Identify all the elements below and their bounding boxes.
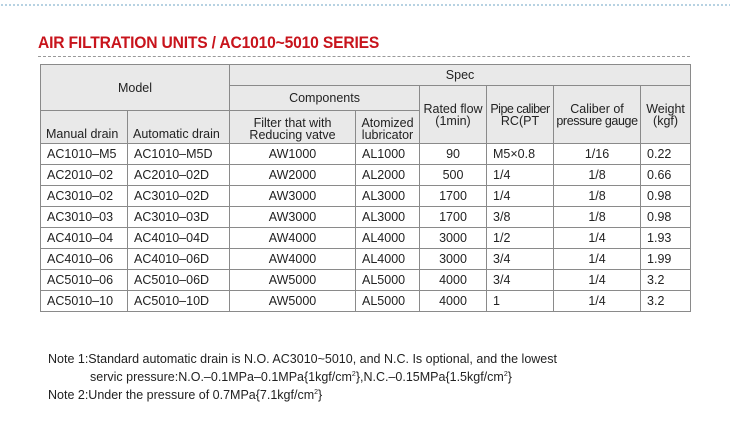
cell-lubricator: AL4000 [356,228,420,249]
cell-lubricator: AL3000 [356,186,420,207]
cell-pipe-caliber: 3/4 [487,270,554,291]
cell-lubricator: AL3000 [356,207,420,228]
header-weight [641,86,691,144]
cell-rated-flow: 90 [420,144,487,165]
cell-weight: 3.2 [641,291,691,312]
header-gauge-caliber [554,86,641,144]
cell-rated-flow: 1700 [420,186,487,207]
cell-filter: AW3000 [230,186,356,207]
cell-lubricator: AL1000 [356,144,420,165]
header-weight-line1: Weight [646,101,685,116]
cell-weight: 0.22 [641,144,691,165]
superscript: 2 [351,371,356,378]
cell-rated-flow: 3000 [420,228,487,249]
cell-manual-drain: AC2010–02 [41,165,128,186]
cell-lubricator: AL5000 [356,291,420,312]
table-row [41,270,691,291]
cell-filter: AW3000 [230,207,356,228]
cell-manual-drain: AC3010–02 [41,186,128,207]
cell-automatic-drain: AC1010–M5D [128,144,230,165]
header-gauge-line2: pressure gauge [556,113,638,128]
header-manual-drain: Manual drain [41,111,128,144]
cell-pipe-caliber: 1/4 [487,165,554,186]
note-2 [48,386,557,404]
header-filter-line2: Reducing vatve [249,128,336,142]
header-model: Model [41,65,230,111]
table-row [41,186,691,207]
cell-manual-drain: AC4010–04 [41,228,128,249]
cell-pipe-caliber: 1/2 [487,228,554,249]
cell-weight: 0.98 [641,207,691,228]
table-row [41,228,691,249]
cell-filter: AW5000 [230,291,356,312]
cell-pipe-caliber: 3/8 [487,207,554,228]
cell-weight: 0.66 [641,165,691,186]
cell-automatic-drain: AC2010–02D [128,165,230,186]
superscript: 2 [314,389,319,396]
cell-filter: AW5000 [230,270,356,291]
note-2-part-a: Note 2:Under the pressure of 0.7MPa{7.1kgf/cm [48,388,315,402]
header-pipe-line1: Pipe caliber [490,101,550,116]
cell-lubricator: AL5000 [356,270,420,291]
header-rated-flow-line2: (1min) [435,113,471,128]
table-row [41,207,691,228]
header-components: Components [230,86,420,111]
cell-rated-flow: 4000 [420,291,487,312]
table-row [41,165,691,186]
cell-automatic-drain: AC4010–06D [128,249,230,270]
cell-pipe-caliber: 3/4 [487,249,554,270]
cell-lubricator: AL2000 [356,165,420,186]
cell-lubricator: AL4000 [356,249,420,270]
note-2-part-b: } [318,388,323,402]
cell-pipe-caliber: 1/4 [487,186,554,207]
spec-table [40,64,691,312]
cell-manual-drain: AC3010–03 [41,207,128,228]
cell-rated-flow: 3000 [420,249,487,270]
cell-weight: 3.2 [641,270,691,291]
table-row [41,291,691,312]
header-spec: Spec [230,65,691,86]
superscript: 2 [503,371,508,378]
cell-filter: AW4000 [230,249,356,270]
cell-filter: AW2000 [230,165,356,186]
header-pipe-line2: RC(PT [500,113,540,128]
cell-automatic-drain: AC3010–02D [128,186,230,207]
dotted-border [0,4,730,6]
note-1: Note 1:Standard automatic drain is N.O. AC3010~5010, and N.C. Is optional, and the lowest [48,352,557,366]
table-row [41,249,691,270]
cell-automatic-drain: AC3010–03D [128,207,230,228]
header-filter [230,111,356,144]
header-gauge-line1: Caliber of [570,101,624,116]
cell-rated-flow: 1700 [420,207,487,228]
cell-gauge-caliber: 1/8 [554,186,641,207]
cell-filter: AW4000 [230,228,356,249]
header-lubricator [356,111,420,144]
cell-manual-drain: AC5010–06 [41,270,128,291]
note-1-part-c: } [507,370,512,384]
cell-manual-drain: AC1010–M5 [41,144,128,165]
header-rated-flow-line1: Rated flow [423,101,483,116]
cell-gauge-caliber: 1/4 [554,270,641,291]
title-divider [38,56,690,57]
cell-gauge-caliber: 1/4 [554,291,641,312]
note-1-part-b: },N.C.–0.15MPa{1.5kgf/cm [355,370,504,384]
header-weight-line2: (kgf) [653,113,679,128]
cell-rated-flow: 4000 [420,270,487,291]
header-filter-line1: Filter that with [253,116,332,130]
cell-rated-flow: 500 [420,165,487,186]
cell-filter: AW1000 [230,144,356,165]
cell-automatic-drain: AC5010–06D [128,270,230,291]
table-row [41,144,691,165]
table-body [41,144,691,312]
cell-automatic-drain: AC4010–04D [128,228,230,249]
header-lubricator-line1: Atomized [361,116,414,130]
note-1-part-a: servic pressure:N.O.–0.1MPa–0.1MPa{1kgf/cm [90,370,352,384]
cell-manual-drain: AC4010–06 [41,249,128,270]
header-pipe-caliber [487,86,554,144]
cell-gauge-caliber: 1/8 [554,207,641,228]
header-automatic-drain: Automatic drain [128,111,230,144]
notes [48,350,557,404]
header-rated-flow [420,86,487,144]
cell-gauge-caliber: 1/4 [554,249,641,270]
header-lubricator-line2: lubricator [361,128,414,142]
cell-manual-drain: AC5010–10 [41,291,128,312]
cell-automatic-drain: AC5010–10D [128,291,230,312]
cell-pipe-caliber: M5×0.8 [487,144,554,165]
cell-gauge-caliber: 1/4 [554,228,641,249]
page-title: AIR FILTRATION UNITS / AC1010~5010 SERIES [38,33,380,52]
cell-weight: 1.93 [641,228,691,249]
cell-gauge-caliber: 1/8 [554,165,641,186]
cell-weight: 0.98 [641,186,691,207]
cell-pipe-caliber: 1 [487,291,554,312]
note-1-continued [48,368,557,386]
cell-gauge-caliber: 1/16 [554,144,641,165]
cell-weight: 1.99 [641,249,691,270]
